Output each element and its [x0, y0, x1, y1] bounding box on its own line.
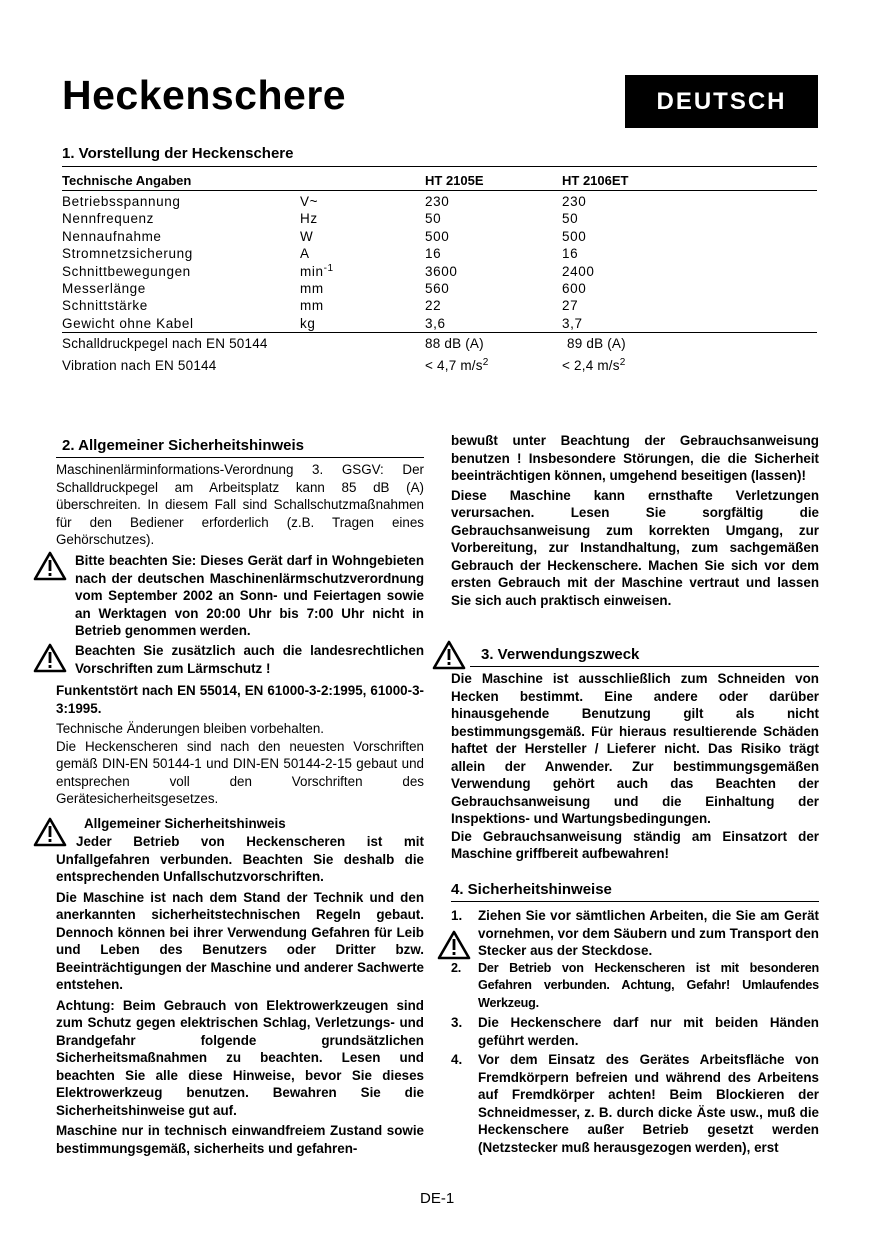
section-2-heading: 2. Allgemeiner Sicherheitshinweis [62, 437, 305, 454]
spec-unit: mm [300, 298, 324, 314]
spec-name: Schnittbewegungen [62, 263, 191, 279]
spec-value-1: 560 [425, 280, 450, 296]
paragraph: Die Maschine ist nach dem Stand der Technik und den anerkannten sicherheitstechnischen Regeln gebaut. Dennoch können bei ihrer Verwendung Gefahren für Leib und Leben des Benutzers oder Dritter bzw. Beeinträchtigungen der Maschine und anderer Sachwerte entstehen. [56, 889, 424, 992]
spec-name: Schalldruckpegel nach EN 50144 [62, 336, 268, 352]
spec-value-2: 230 [562, 194, 587, 209]
table-row [62, 315, 817, 332]
list-text: Die Heckenschere darf nur mit beiden Händen geführt werden. [478, 1015, 819, 1048]
language-badge: DEUTSCH [625, 75, 818, 128]
list-text: Der Betrieb von Heckenscheren ist mit besonderen Gefahren verbunden. Achtung, Gefahr! Umlaufendes Werkzeug. [478, 960, 819, 1010]
spec-value-2: 600 [562, 280, 587, 296]
spec-value-1: < 4,7 $m/s^2$ [425, 357, 489, 374]
spec-table-header [62, 172, 817, 190]
spec-unit: V~ [300, 194, 319, 209]
warning-text: Bitte beachten Sie: Dieses Gerät darf in Wohngebieten nach der deutschen Maschinenlärmschutzverordnung vom September 2002 an Sonn- und Feiertagen sowie an Werktagen von 20:00 Uhr bis 7:00 Uhr nicht in Betrieb genommen werden. [75, 553, 424, 638]
noise-row [62, 333, 817, 355]
paragraph: Die Gebrauchsanweisung ständig am Einsatzort der Maschine griffbereit aufbewahren! [451, 828, 819, 861]
spec-header-model-1: HT 2105E [425, 173, 484, 188]
spec-unit: kg [300, 315, 316, 331]
list-item [451, 960, 819, 1013]
spec-unit: A [300, 246, 310, 262]
table-row [62, 263, 817, 280]
warning-triangle-icon [33, 551, 67, 581]
list-text: Vor dem Einsatz des Gerätes Arbeitsfläche von Fremdkörpern befreien und während des Arbeitens auf Fremdkörper achten! Beim Blockieren der Schneidmesser, z. B. durch dicke Äste usw., muß die Heckenschere außer Betrieb gesetzt werden (Netzstecker muß herausgezogen werden), erst [478, 1052, 819, 1155]
warning-box-3-title: Allgemeiner Sicherheitshinweis [84, 816, 286, 831]
spec-name: Stromnetzsicherung [62, 246, 193, 262]
section-4-rule [451, 901, 819, 902]
warning-box-1 [75, 552, 424, 640]
spec-value-1: 22 [425, 298, 442, 314]
spec-value-1: 3600 [425, 263, 458, 279]
spec-value-2: 50 [562, 211, 579, 227]
spec-name: Messerlänge [62, 280, 146, 296]
table-row [62, 193, 817, 210]
list-number: 4. [451, 1052, 463, 1067]
list-item [451, 907, 819, 960]
section-4-list [451, 907, 819, 1156]
unit-superscript: -1 [323, 262, 334, 274]
spec-table [62, 172, 817, 377]
section-3-body [451, 670, 819, 863]
section-2-body-continued [56, 682, 424, 808]
paragraph: Diese Maschine kann ernsthafte Verletzungen verursachen. Lesen Sie sorgfältig die Gebrauchsanweisung zum korrekten Umgang, zur Vorbereitung, zur Instandhaltung, zum sachgemäßen Gebrauch der Heckenschere. Machen Sie sich vor dem ersten Gebrauch mit der Maschine vertraut und lassen Sie sich auch praktisch einweisen. [451, 487, 819, 608]
paragraph: Funkentstört nach EN 55014, EN 61000-3-2:1995, 61000-3-3:1995. [56, 683, 424, 716]
spec-value-1: 500 [425, 228, 450, 244]
table-row [62, 228, 817, 245]
spec-header-model-2: HT 2106ET [562, 173, 629, 188]
spec-value-2: 2400 [562, 263, 595, 279]
list-item [451, 1014, 819, 1049]
document-title: Heckenschere [62, 72, 347, 118]
section-3-heading: 3. Verwendungszweck [481, 646, 640, 663]
spec-unit: mm [300, 280, 324, 296]
table-row [62, 297, 817, 314]
page-number: DE-1 [420, 1190, 455, 1207]
paragraph: Maschine nur in technisch einwandfreiem Zustand sowie bestimmungsgemäß, sicherheits und gefahren- [56, 1123, 424, 1156]
list-item [451, 1051, 819, 1156]
paragraph: Die Heckenscheren sind nach den neuesten Vorschriften gemäß DIN-EN 50144-1 und DIN-EN 50144-2-15 gebaut und entsprechen voll den Vorschriften des Gerätesicherheitsgesetzes. [56, 738, 424, 806]
spec-value-1: 16 [425, 246, 442, 262]
spec-value-2: 89 dB (A) [567, 336, 626, 352]
paragraph: Technische Änderungen bleiben vorbehalten. [56, 721, 325, 736]
spec-name: Nennfrequenz [62, 211, 155, 227]
spec-header-rule [62, 190, 817, 191]
warning-box-2 [75, 642, 424, 677]
spec-value-2: 500 [562, 228, 587, 244]
vibration-superscript: 2 [619, 357, 626, 369]
spec-value-1: 88 dB (A) [425, 336, 484, 352]
warning-box-3 [56, 833, 424, 1157]
table-row [62, 245, 817, 262]
spec-name: Betriebsspannung [62, 194, 181, 209]
spec-name: Gewicht ohne Kabel [62, 315, 194, 331]
spec-value-2: 16 [562, 246, 579, 262]
vibration-row [62, 355, 817, 377]
warning-text: Beachten Sie zusätzlich auch die landesrechtlichen Vorschriften zum Lärmschutz ! [75, 643, 424, 676]
list-number: 1. [451, 908, 463, 923]
spec-unit: W [300, 228, 314, 244]
spec-value-1: 50 [425, 211, 442, 227]
spec-name: Nennaufnahme [62, 228, 162, 244]
section-3-rule [470, 666, 819, 667]
section-1-heading: 1. Vorstellung der Heckenschere [62, 145, 294, 162]
vibration-superscript: 2 [482, 357, 489, 369]
spec-name: Schnittstärke [62, 298, 148, 314]
spec-value-1: 3,6 [425, 315, 446, 331]
list-number: 3. [451, 1015, 463, 1030]
paragraph: Maschinenlärminformations-Verordnung 3. GSGV: Der Schalldruckpegel am Arbeitsplatz kann 85 dB (A) überschreiten. In diesem Fall sind Schallschutzmaßnahmen für den Bediener erforderlich (z.B. Tragen eines Gehörschutzes). [56, 462, 424, 547]
spec-value-1: 230 [425, 194, 450, 209]
warning-triangle-icon [432, 640, 466, 670]
section-2-rule [56, 457, 424, 458]
spec-name: Vibration nach EN 50144 [62, 358, 217, 374]
warning-triangle-icon [33, 643, 67, 673]
spec-value-2: < 2,4 $m/s^2$ [562, 357, 626, 374]
warning-text: Jeder Betrieb von Heckenscheren ist mit Unfallgefahren verbunden. Beachten Sie deshalb die entsprechenden Unfallschutzvorschriften. [56, 834, 424, 884]
table-row [62, 280, 817, 297]
spec-unit: Hz [300, 211, 318, 227]
paragraph: bewußt unter Beachtung der Gebrauchsanweisung benutzen ! Insbesondere Störungen, die die Sicherheit beeinträchtigen können, umgehend beseitigen (lassen)! [451, 433, 819, 483]
list-text: Ziehen Sie vor sämtlichen Arbeiten, die Sie am Gerät vornehmen, vor dem Säubern und zum Transport den Stecker aus der Steckdose. [478, 908, 819, 958]
section-4-heading: 4. Sicherheitshinweise [451, 881, 612, 898]
spec-value-2: 3,7 [562, 315, 583, 331]
list-number: 2. [451, 960, 462, 975]
spec-value-2: 27 [562, 298, 579, 314]
paragraph: Die Maschine ist ausschließlich zum Schneiden von Hecken bestimmt. Eine andere oder darüber hinausgehende Benutzung gilt als nicht bestimmungsgemäß. Für hieraus resultierende Schäden haftet der Hersteller / Lieferer nicht. Das Risiko trägt allein der Anwender. Zur bestimmungsgemäßen Verwendung gehört auch das Beachten der Gebrauchsanweisung und die Einhaltung der Inspektions- und Wartungsbedingungen. [451, 671, 819, 826]
table-row [62, 210, 817, 227]
section-1-rule [62, 166, 817, 167]
section-2-body [56, 461, 424, 549]
paragraph: Achtung: Beim Gebrauch von Elektrowerkzeugen sind zum Schutz gegen elektrischen Schlag, Verletzungs- und Brandgefahr folgende grundsätzlichen Sicherheitsmaßnahmen zu beachten. Lesen und beachten Sie alle diese Hinweise, bevor Sie dieses Elektrowerkzeug benutzen. Bewahren Sie die Sicherheitshinweise gut auf. [56, 997, 424, 1118]
spec-header-label: Technische Angaben [62, 173, 192, 188]
right-column-top [451, 432, 819, 609]
spec-unit: $\min^{-1}$ [300, 262, 334, 279]
